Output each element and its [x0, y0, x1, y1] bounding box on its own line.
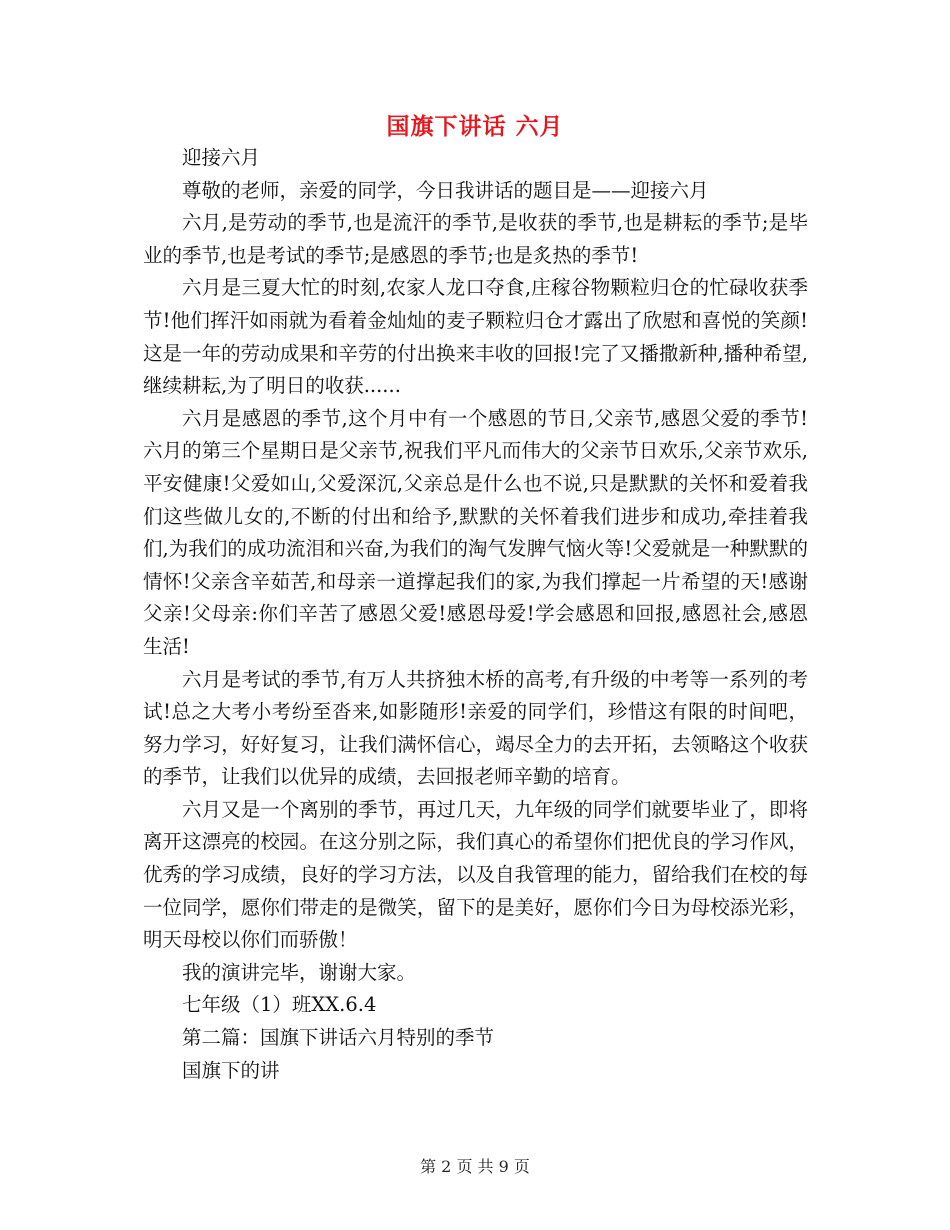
- paragraph-exams: 六月是考试的季节,有万人共挤独木桥的高考,有升级的中考等一系列的考试!总之大考小考纷至沓来,如影随形!亲爱的同学们，珍惜这有限的时间吧，努力学习，好好复习，让我们满怀信心，竭尽全力的去开拓，去领略这个收获的季节，让我们以优异的成绩，去回报老师辛勤的培育。: [143, 667, 808, 789]
- paragraph-june-seasons: 六月,是劳动的季节,也是流汗的季节,是收获的季节,也是耕耘的季节;是毕业的季节,也是考试的季节;是感恩的季节;也是炙热的季节!: [143, 211, 808, 267]
- paragraph-second-start: 国旗下的讲: [182, 1058, 280, 1082]
- paragraph-farewell: 六月又是一个离别的季节，再过几天，九年级的同学们就要毕业了，即将离开这漂亮的校园。在这分别之际，我们真心的希望你们把优良的学习作风，优秀的学习成绩，良好的学习方法，以及自我管理的能力，留给我们在校的每一位同学，愿你们带走的是微笑，留下的是美好，愿你们今日为母校添光彩，明天母校以你们而骄傲！: [143, 797, 808, 952]
- paragraph-second-title: 第二篇：国旗下讲话六月特别的季节: [182, 1026, 495, 1050]
- paragraph-signature: 七年级（1）班XX.6.4: [182, 993, 377, 1017]
- paragraph-gratitude: 六月是感恩的季节,这个月中有一个感恩的节日,父亲节,感恩父爱的季节!六月的第三个星期日是父亲节,祝我们平凡而伟大的父亲节日欢乐,父亲节欢乐,平安健康!父爱如山,父爱深沉,父亲总是什么也不说,只是默默的关怀和爱着我们这些做儿女的,不断的付出和给予,默默的关怀着我们进步和成功,牵挂着我们,为我们的成功流泪和兴奋,为我们的淘气发脾气恼火等!父爱就是一种默默的情怀!父亲含辛茹苦,和母亲一道撑起我们的家,为我们撑起一片希望的天!感谢父亲!父母亲:你们辛苦了感恩父爱!感恩母爱!学会感恩和回报,感恩社会,感恩生活!: [143, 406, 808, 658]
- paragraph-greeting: 尊敬的老师，亲爱的同学，今日我讲话的题目是——迎接六月: [182, 178, 709, 202]
- paragraph-harvest: 六月是三夏大忙的时刻,农家人龙口夺食,庄稼谷物颗粒归仓的忙碌收获季节!他们挥汗如雨就为看着金灿灿的麦子颗粒归仓才露出了欣慰和喜悦的笑颜!这是一年的劳动成果和辛劳的付出换来丰收的回报!完了又播撒新种,播种希望,继续耕耘,为了明日的收获......: [143, 276, 808, 398]
- page-number-footer: 第 2 页 共 9 页: [420, 1157, 530, 1176]
- document-body: [143, 142, 808, 1087]
- paragraph-heading: 迎接六月: [182, 146, 261, 169]
- paragraph-closing: 我的演讲完毕，谢谢大家。: [182, 960, 417, 984]
- document-title: 国旗下讲话 六月: [386, 114, 564, 140]
